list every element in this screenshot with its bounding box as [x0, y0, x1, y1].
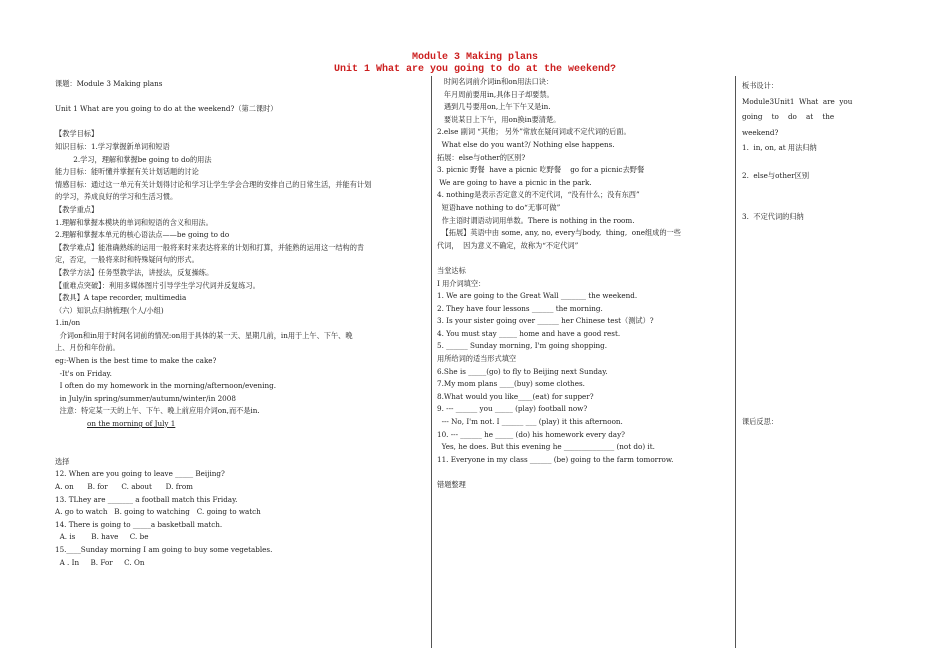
module-title: Module 3 Making plans — [411, 52, 539, 63]
text-line: 1.in/on — [55, 318, 81, 328]
text-line: I often do my homework in the morning/afternoon/evening. — [55, 381, 276, 391]
spacer — [55, 431, 427, 444]
text-line: We are going to have a picnic in the park. — [437, 177, 592, 187]
text-line: 注意：特定某一天的上午、下午、晚上前应用介词on,而不是in. — [55, 406, 260, 416]
question-line: 14. There is going to _____a basketball match. — [55, 519, 223, 529]
text-line: 4. nothing是表示否定意义的不定代词，“没有什么；没有东西” — [437, 190, 640, 200]
exercise-line: 10. --- ______ he _____ (do) his homework every day? — [437, 429, 626, 439]
exercise-line: Yes, he does. But this evening he ______________ (not do) it. — [437, 442, 655, 452]
text-line: 年月周前要用in,具体日子却要禁。 — [437, 89, 554, 99]
text-line: 代词， 因为意义不确定，故称为“不定代词” — [437, 240, 579, 250]
board-item: 3. 不定代词的归纳 — [742, 211, 804, 221]
text-line: 用所给词的适当形式填空 — [437, 354, 517, 364]
text-line: 介词on和in用于时间名词前的情况:on用于具体的某一天、星期几前，in用于上午、下午、晚 — [55, 330, 353, 340]
text-line: -It's on Friday. — [55, 368, 112, 378]
text-line: 时间名词前介词in和on用法口诀： — [437, 77, 554, 86]
section-heading: 选择 — [55, 456, 70, 466]
board-line: going to do at the — [742, 112, 835, 121]
text-line: 2.理解和掌握本单元的核心语法点——be going to do — [55, 230, 230, 240]
spacer — [437, 252, 731, 265]
text-line: What else do you want?/ Nothing else happens. — [437, 139, 615, 149]
reflection-label: 课后反思： — [742, 417, 778, 426]
exercise-line: 7.My mom plans ____(buy) some clothes. — [437, 379, 585, 389]
exercise-line: 2. They have four lessons ______ the morning. — [437, 303, 603, 313]
spacer — [437, 466, 731, 479]
text-line: 2.else 副词 “其他； 另外”常放在疑问词或不定代词的后面。 — [437, 127, 631, 137]
text-line: 定，否定，一般将来时和特殊疑问句的形式。 — [55, 255, 199, 265]
question-line: A. go to watch B. going to watching C. going to watch — [55, 507, 261, 517]
exercise-line: 6.She is _____(go) to fly to Beijing next Sunday. — [437, 366, 608, 376]
text-line: Unit 1 What are you going to do at the weekend?（第二课时） — [55, 104, 278, 114]
column-divider-right — [735, 76, 736, 648]
spacer — [742, 196, 892, 209]
board-item: 1. in, on, at 用法归纳 — [742, 143, 817, 152]
question-line: A. is B. have C. be — [55, 532, 149, 542]
unit-title: Unit 1 What are you going to do at the weekend? — [333, 64, 617, 75]
text-line: 短语have nothing to do“无事可做” — [437, 202, 561, 212]
spacer — [742, 156, 892, 169]
exercise-line: 9. --- ______ you _____ (play) football now? — [437, 404, 588, 414]
text-line: 【教具】A tape recorder, multimedia — [55, 293, 187, 303]
section-heading: 当堂达标 — [437, 265, 466, 275]
column-divider-left — [431, 76, 432, 648]
underlined-phrase: on the morning of July 1 — [87, 419, 176, 429]
exercise-line: --- No, I'm not. I ______ ___ (play) it this afternoon. — [437, 417, 623, 427]
text-line: （六）知识点归纳梳理(个人/小组) — [55, 305, 164, 315]
text-line — [55, 91, 427, 104]
question-line: A . In B. For C. On — [55, 557, 145, 567]
text-line: 2.学习，理解和掌握be going to do的用法 — [55, 154, 212, 164]
question-line: 13. TLhey are _______ a football match this Friday. — [55, 494, 238, 504]
text-line: 【教学方法】任务型教学法，讲授法，反复操练。 — [55, 267, 214, 277]
text-line: 能力目标：能听懂并掌握有关计划话题的讨论 — [55, 167, 199, 177]
text-line: 拓展：else与other的区别? — [437, 152, 526, 162]
text-line: Ⅰ 用介词填空： — [437, 278, 486, 288]
board-line: Module3Unit1 What are you — [742, 96, 853, 106]
question-line: 12. When are you going to leave _____ Beijing? — [55, 469, 225, 479]
text-line: in July/in spring/summer/autumn/winter/in 2008 — [55, 393, 236, 403]
text-line: eg:-When is the best time to make the cake? — [55, 356, 217, 366]
exercise-line: 11. Everyone in my class ______ (be) going to the farm tomorrow. — [437, 454, 674, 464]
text-line: 遇到几号要用on,上午下午又是in. — [437, 102, 551, 112]
text-line: 3. picnic 野餐 have a picnic 吃野餐 go for a picnic去野餐 — [437, 165, 645, 175]
exercise-line: 8.What would you like____(eat) for supper? — [437, 391, 594, 401]
text-line: 1.理解和掌握本模块的单词和短语的含义和用法。 — [55, 217, 213, 227]
text-line: 要说某日上下午，用on换in要清楚。 — [437, 114, 561, 124]
text-line: 【重难点突破】：利用多媒体图片引导学生学习代词并反复练习。 — [55, 280, 260, 290]
question-line: A. on B. for C. about D. from — [55, 482, 193, 491]
notes-and-exercises-column — [437, 76, 731, 492]
board-item: 2. else与other区别 — [742, 171, 810, 181]
section-heading: 【教学重点】 — [55, 204, 99, 214]
text-line: 上、月份和年份前。 — [55, 343, 120, 353]
section-heading: 【教学目标】 — [55, 129, 99, 139]
text-line: 知识目标：1.学习掌握新单词和短语 — [55, 141, 170, 151]
text-line: 课题：Module 3 Making plans — [55, 79, 163, 88]
board-design-column — [742, 78, 892, 224]
lesson-plan-column — [55, 78, 427, 569]
section-heading: 错题整理 — [437, 480, 466, 489]
question-line: 15.____Sunday morning I am going to buy some vegetables. — [55, 544, 273, 554]
text-line: 的学习，养成良好的学习和生活习惯。 — [55, 192, 178, 202]
text-line: 【拓展】英语中由 some, any, no, every与body, thing, one组成的一些 — [437, 228, 681, 238]
exercise-line: 4. You must stay _____ home and have a good rest. — [437, 328, 621, 338]
text-line: 作主语时谓语动词用单数。There is nothing in the room. — [437, 215, 635, 225]
exercise-line: 1. We are going to the Great Wall _______ the weekend. — [437, 291, 638, 301]
exercise-line: 5. ______ Sunday morning, I'm going shopping. — [437, 341, 608, 351]
board-line: weekend? — [742, 127, 779, 137]
board-title: 板书设计： — [742, 81, 778, 90]
spacer — [742, 184, 892, 197]
exercise-line: 3. Is your sister going over ______ her Chinese test（测试）? — [437, 316, 654, 326]
text-line: 【教学难点】能准确熟练的运用一般将来时来表达将来的计划和打算，并能熟的运用这一结构的肯 — [55, 242, 365, 252]
spacer — [55, 443, 427, 456]
text-line: 情感目标：通过这一单元有关计划得讨论和学习让学生学会合理的安排自己的日常生活，并能有计划 — [55, 179, 372, 189]
text-line — [55, 116, 427, 129]
